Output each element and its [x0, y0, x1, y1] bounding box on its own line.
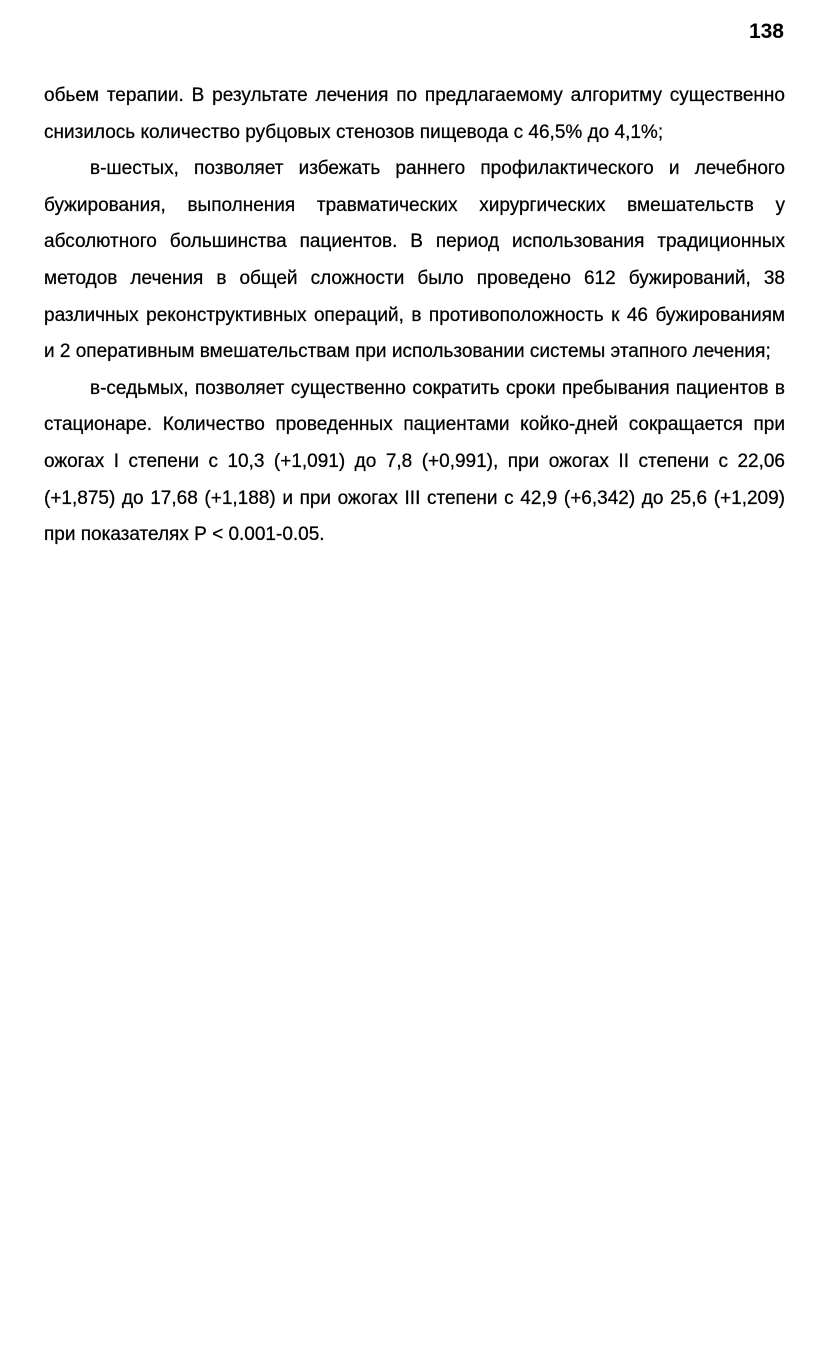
- paragraph-sixth-point: в-шестых, позволяет избежать раннего профилактического и лечебного бужирования, выполнения травматических хирургических вмешательств у абсолютного большинства пациентов. В период использования традиционных методов лечения в общей сложности было проведено 612 бужирований, 38 различных реконструктивных операций, в противоположность к 46 бужированиям и 2 оперативным вмешательствам при использовании системы этапного лечения;: [44, 158, 785, 363]
- paragraph-continuation: обьем терапии. В результате лечения по предлагаемому алгоритму существенно снизилось количество рубцовых стенозов пищевода с 46,5% до 4,1%;: [44, 85, 785, 143]
- page-number: 138: [748, 20, 784, 43]
- document-body: [44, 78, 785, 554]
- paragraph-seventh-point: в-седьмых, позволяет существенно сократить сроки пребывания пациентов в стационаре. Количество проведенных пациентами койко-дней сокращается при ожогах I степени с 10,3 (+1,091) до 7,8 (+0,991), при ожогах II степени с 22,06 (+1,875) до 17,68 (+1,188) и при ожогах III степени с 42,9 (+6,342) до 25,6 (+1,209) при показателях Р < 0.001-0.05.: [44, 377, 785, 546]
